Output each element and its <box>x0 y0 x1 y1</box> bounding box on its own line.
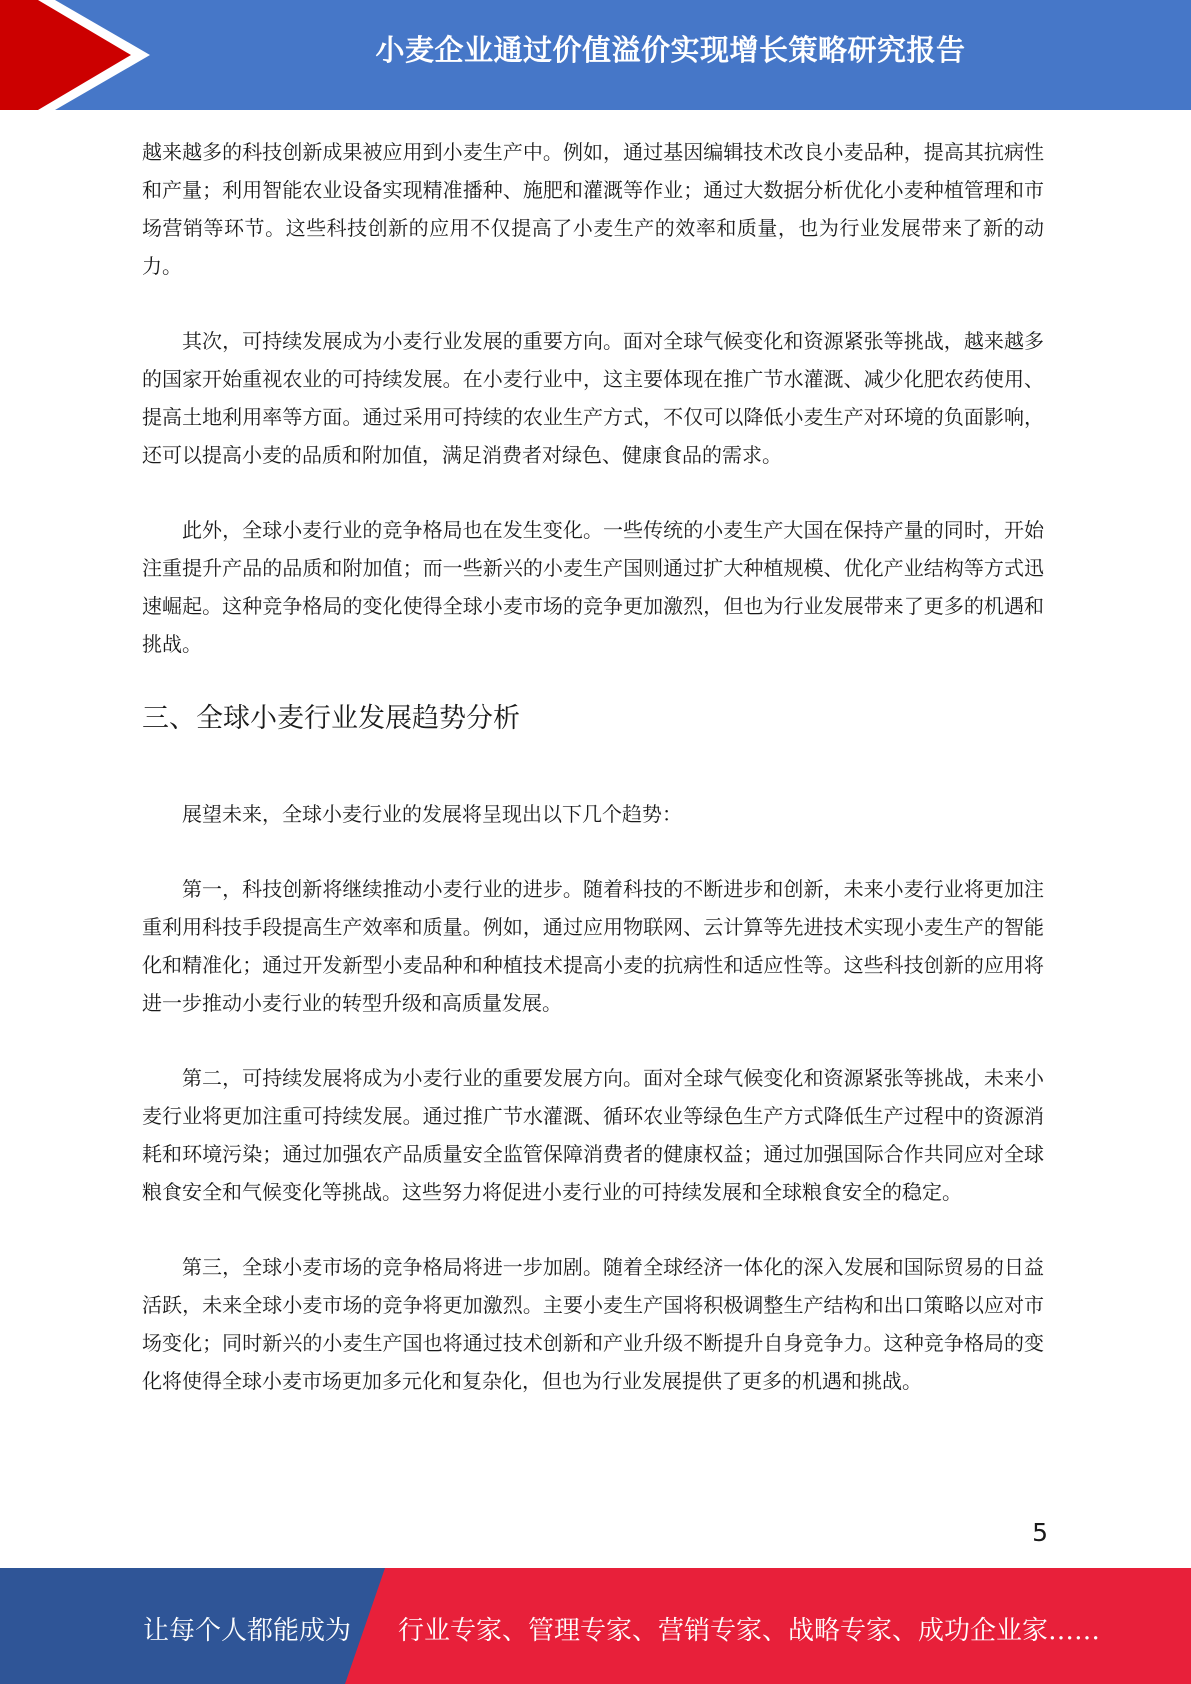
paragraph: 此外，全球小麦行业的竞争格局也在发生变化。一些传统的小麦生产大国在保持产量的同时，开始注重提升产品的品质和附加值；而一些新兴的小麦生产国则通过扩大种植规模、优化产业结构等方式迅速崛起。这种竞争格局的变化使得全球小麦市场的竞争更加激烈，但也为行业发展带来了更多的机遇和挑战。 <box>142 518 1044 656</box>
paragraph: 第一，科技创新将继续推动小麦行业的进步。随着科技的不断进步和创新，未来小麦行业将更加注重利用科技手段提高生产效率和质量。例如，通过应用物联网、云计算等先进技术实现小麦生产的智能化和精准化；通过开发新型小麦品种和种植技术提高小麦的抗病性和适应性等。这些科技创新的应用将进一步推动小麦行业的转型升级和高质量发展。 <box>142 877 1044 1015</box>
footer-slogan-left: 让每个人都能成为 <box>143 1616 352 1646</box>
document-title: 小麦企业通过价值溢价实现增长策略研究报告 <box>375 33 966 67</box>
page-footer <box>0 1568 1191 1684</box>
page-header <box>0 0 1191 110</box>
page-number: 5 <box>1032 1518 1048 1547</box>
paragraph: 第三，全球小麦市场的竞争格局将进一步加剧。随着全球经济一体化的深入发展和国际贸易的日益活跃，未来全球小麦市场的竞争将更加激烈。主要小麦生产国将积极调整生产结构和出口策略以应对市场变化；同时新兴的小麦生产国也将通过技术创新和产业升级不断提升自身竞争力。这种竞争格局的变化将使得全球小麦市场更加多元化和复杂化，但也为行业发展提供了更多的机遇和挑战。 <box>142 1255 1044 1393</box>
footer-slogan-right: 行业专家、管理专家、营销专家、战略专家、成功企业家…… <box>398 1616 1101 1646</box>
paragraph: 展望未来，全球小麦行业的发展将呈现出以下几个趋势： <box>182 802 682 826</box>
paragraph: 第二，可持续发展将成为小麦行业的重要发展方向。面对全球气候变化和资源紧张等挑战，未来小麦行业将更加注重可持续发展。通过推广节水灌溉、循环农业等绿色生产方式降低生产过程中的资源消耗和环境污染；通过加强农产品质量安全监管保障消费者的健康权益；通过加强国际合作共同应对全球粮食安全和气候变化等挑战。这些努力将促进小麦行业的可持续发展和全球粮食安全的稳定。 <box>142 1066 1044 1204</box>
page-body <box>142 133 1044 1437</box>
paragraph: 其次，可持续发展成为小麦行业发展的重要方向。面对全球气候变化和资源紧张等挑战，越来越多的国家开始重视农业的可持续发展。在小麦行业中，这主要体现在推广节水灌溉、减少化肥农药使用、提高土地利用率等方面。通过采用可持续的农业生产方式，不仅可以降低小麦生产对环境的负面影响，还可以提高小麦的品质和附加值，满足消费者对绿色、健康食品的需求。 <box>142 329 1044 467</box>
section-heading: 三、全球小麦行业发展趋势分析 <box>142 703 520 734</box>
paragraph: 越来越多的科技创新成果被应用到小麦生产中。例如，通过基因编辑技术改良小麦品种，提高其抗病性和产量；利用智能农业设备实现精准播种、施肥和灌溉等作业；通过大数据分析优化小麦种植管理和市场营销等环节。这些科技创新的应用不仅提高了小麦生产的效率和质量，也为行业发展带来了新的动力。 <box>142 140 1044 278</box>
